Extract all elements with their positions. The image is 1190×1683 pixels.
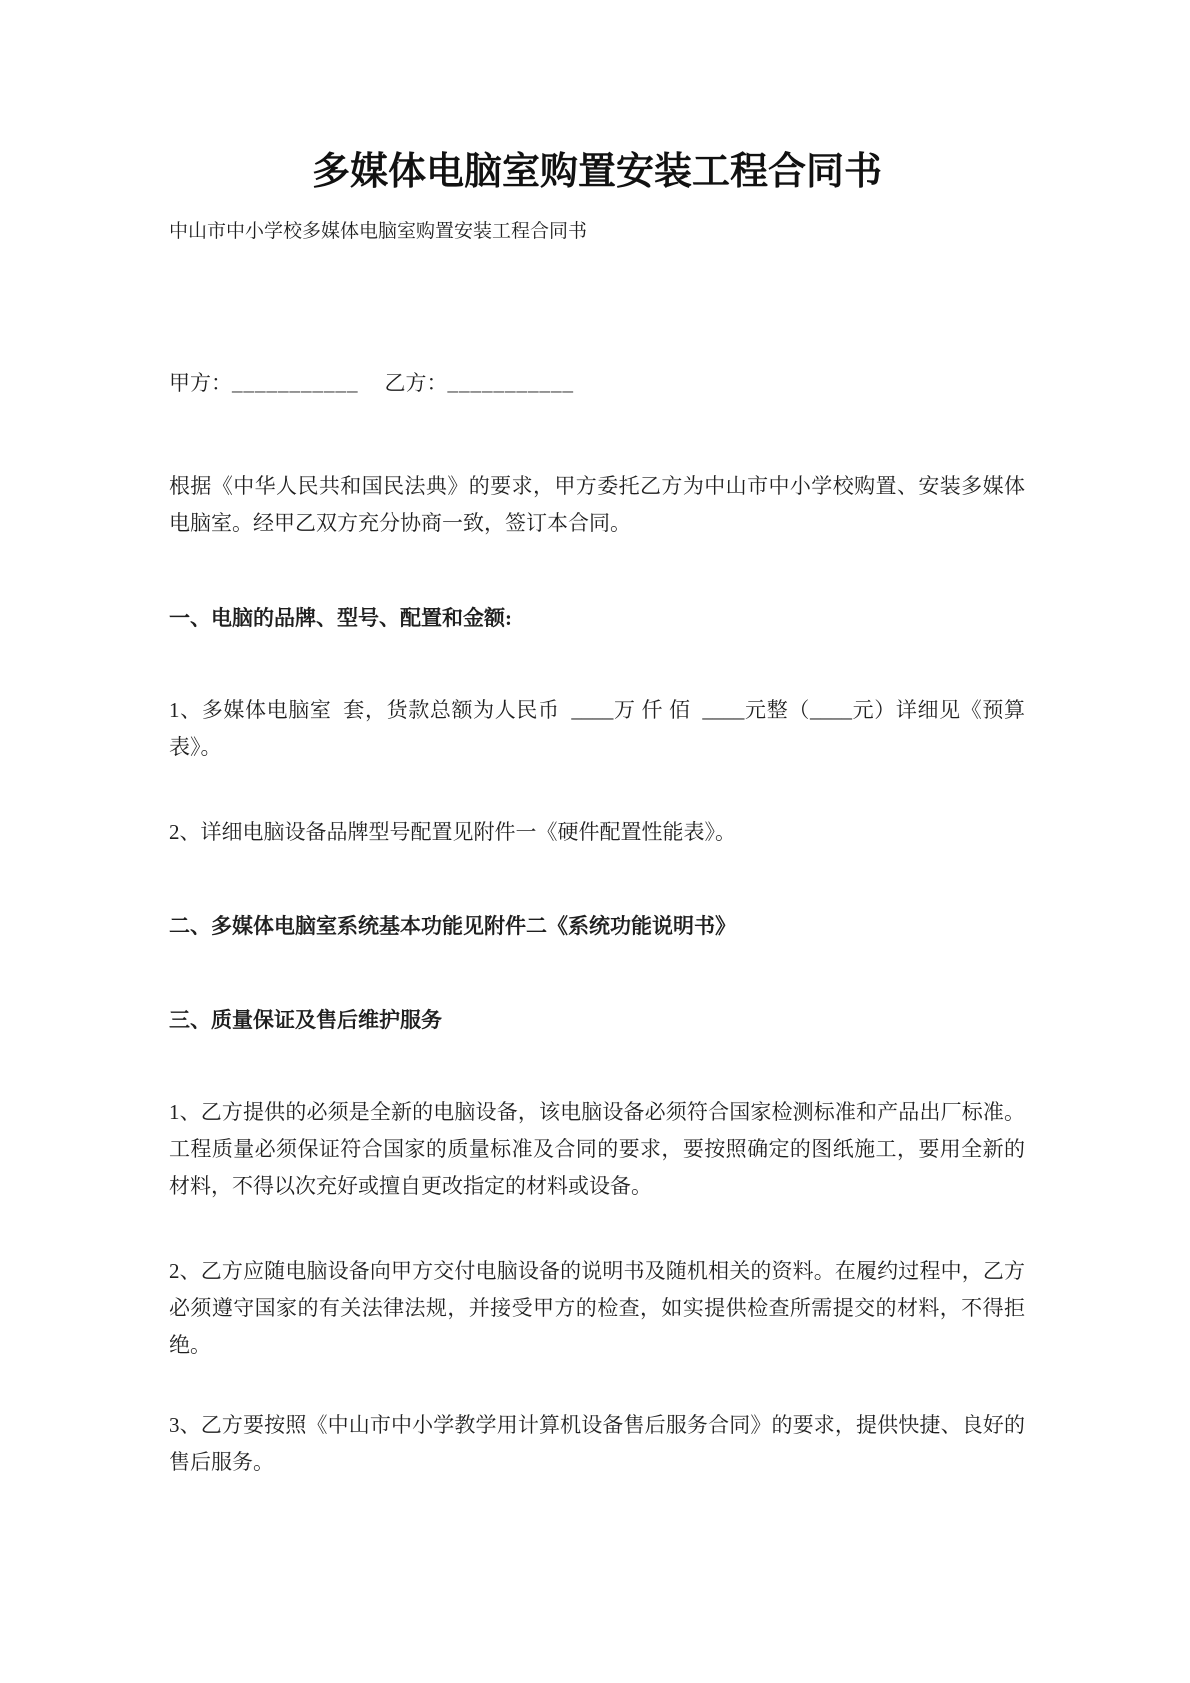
section-1-item-1: 1、多媒体电脑室 套，货款总额为人民币 ____万 仟 佰 ____元整（____元）详细见《预算表》。	[169, 698, 1025, 759]
section-1-item-2: 2、详细电脑设备品牌型号配置见附件一《硬件配置性能表》。	[169, 820, 736, 844]
document-title: 多媒体电脑室购置安装工程合同书	[311, 151, 882, 193]
section-1-heading: 一、电脑的品牌、型号、配置和金额:	[169, 606, 512, 630]
party-b-label: 乙方：	[384, 371, 448, 395]
party-b-blank: ___________	[447, 371, 574, 395]
section-3-item-2: 2、乙方应随电脑设备向甲方交付电脑设备的说明书及随机相关的资料。在履约过程中，乙方必须遵守国家的有关法律法规，并接受甲方的检查，如实提供检查所需提交的材料，不得拒绝。	[169, 1259, 1025, 1357]
section-3-item-3: 3、乙方要按照《中山市中小学教学用计算机设备售后服务合同》的要求，提供快捷、良好的售后服务。	[169, 1413, 1025, 1474]
section-3-heading: 三、质量保证及售后维护服务	[169, 1008, 442, 1032]
party-line	[169, 365, 1025, 402]
party-a-blank: ___________	[232, 371, 359, 395]
section-2-heading: 二、多媒体电脑室系统基本功能见附件二《系统功能说明书》	[169, 914, 736, 938]
party-a-label: 甲方：	[169, 371, 232, 395]
document-subtitle: 中山市中小学校多媒体电脑室购置安装工程合同书	[169, 221, 588, 242]
section-3-item-1: 1、乙方提供的必须是全新的电脑设备，该电脑设备必须符合国家检测标准和产品出厂标准。工程质量必须保证符合国家的质量标准及合同的要求，要按照确定的图纸施工，要用全新的材料，不得以次充好或擅自更改指定的材料或设备。	[169, 1100, 1025, 1198]
intro-paragraph: 根据《中华人民共和国民法典》的要求，甲方委托乙方为中山市中小学校购置、安装多媒体电脑室。经甲乙双方充分协商一致，签订本合同。	[169, 474, 1025, 535]
